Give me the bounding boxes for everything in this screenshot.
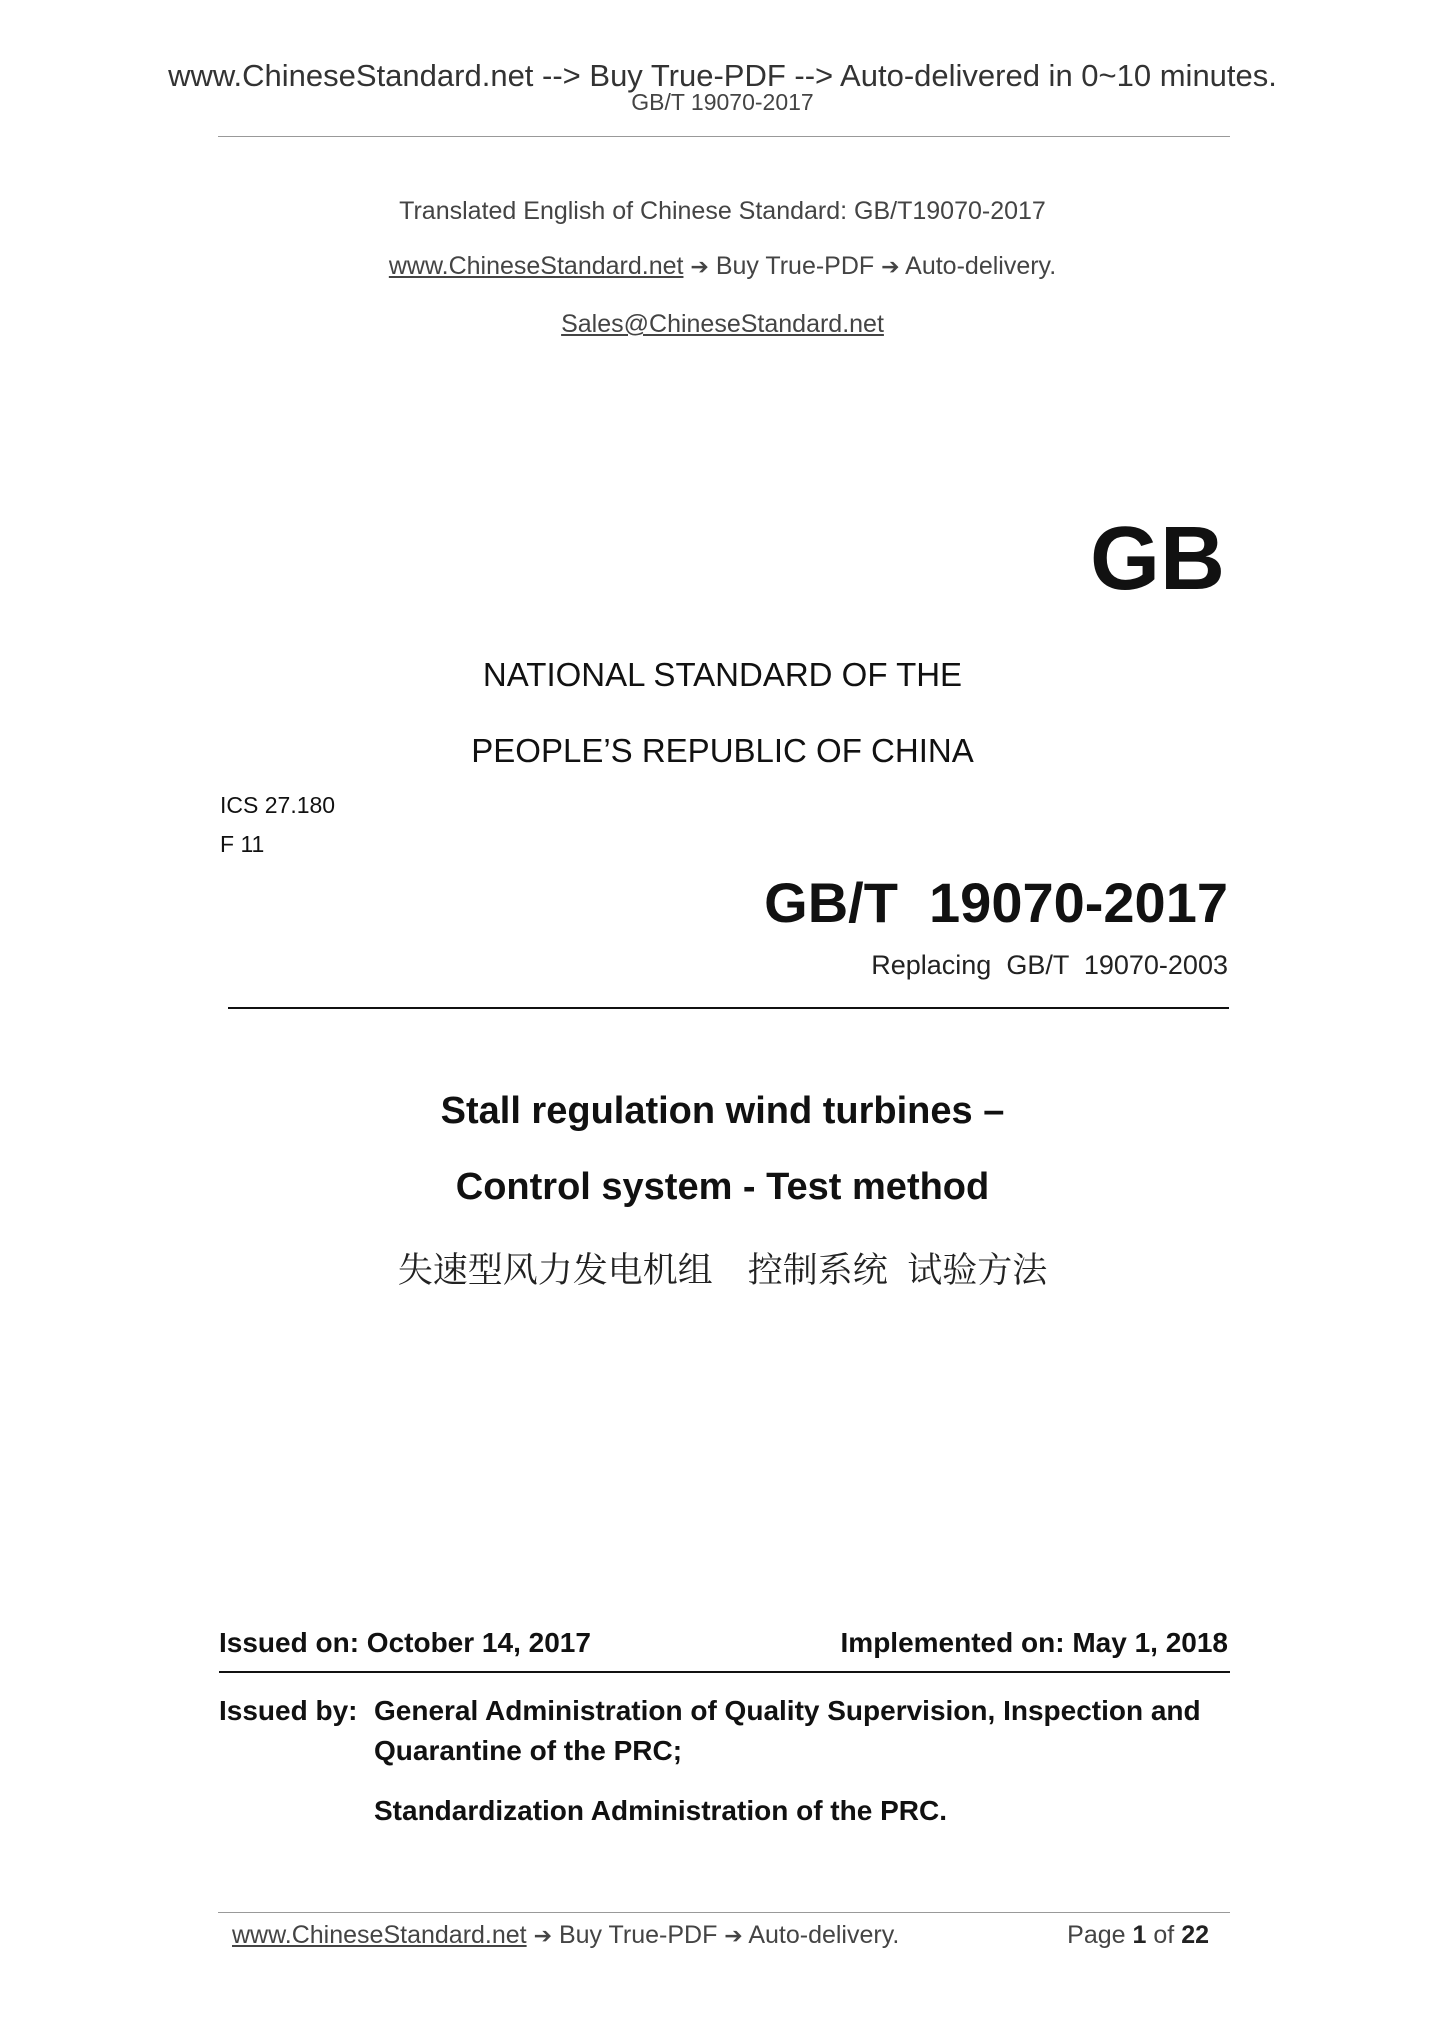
footer-delivery-text: Auto-delivery. (748, 1921, 900, 1949)
footer-delivery-line (232, 1921, 899, 1950)
ccs-code: F 11 (220, 831, 265, 857)
issued-on: Issued on: October 14, 2017 (219, 1627, 591, 1658)
title-line-1: Stall regulation wind turbines – (440, 1090, 1005, 1132)
arrow-right-icon: ➔ (881, 254, 900, 279)
national-line-2: PEOPLE’S REPUBLIC OF CHINA (471, 732, 974, 769)
page-total: 22 (1181, 1921, 1209, 1949)
title-chinese: 失速型风力发电机组 控制系统 试验方法 (397, 1251, 1048, 1290)
footer-divider (218, 1912, 1230, 1913)
title-line-2: Control system - Test method (455, 1166, 990, 1208)
email-line (0, 310, 1445, 339)
replacing-note: Replacing GB/T 19070-2003 (871, 950, 1228, 980)
page-of: of (1153, 1921, 1175, 1949)
dates-divider (219, 1671, 1230, 1673)
implemented-on: Implemented on: May 1, 2018 (840, 1627, 1228, 1658)
issuer-line-3: Standardization Administration of the PRC. (374, 1795, 947, 1826)
ics-code: ICS 27.180 (220, 792, 336, 818)
delivery-text: Auto-delivery. (905, 252, 1057, 280)
issued-by-label: Issued by: (219, 1695, 358, 1726)
arrow-right-icon: ➔ (533, 1923, 553, 1948)
delivery-line (0, 252, 1445, 281)
gb-mark: GB (1090, 509, 1225, 609)
national-line-1: NATIONAL STANDARD OF THE (482, 656, 963, 693)
footer-site-link[interactable]: www.ChineseStandard.net (232, 1921, 527, 1949)
page-label: Page (1067, 1921, 1126, 1949)
issuer-line-2: Quarantine of the PRC; (374, 1735, 683, 1766)
page-current: 1 (1132, 1921, 1147, 1949)
header-doc-number: GB/T 19070-2017 (631, 89, 814, 115)
arrow-right-icon: ➔ (724, 1923, 743, 1948)
page-indicator (1067, 1921, 1209, 1950)
standard-number: GB/T 19070-2017 (764, 871, 1228, 934)
site-link[interactable]: www.ChineseStandard.net (388, 252, 684, 280)
issuer-line-1: General Administration of Quality Supervision, Inspection and (374, 1695, 1201, 1726)
footer-buy-text: Buy True-PDF (558, 1921, 718, 1949)
translated-line: Translated English of Chinese Standard: GB/T19070-2017 (399, 197, 1046, 225)
title-divider (228, 1007, 1229, 1009)
arrow-right-icon: ➔ (690, 254, 709, 279)
email-link[interactable]: Sales@ChineseStandard.net (561, 310, 884, 338)
buy-text: Buy True-PDF (715, 252, 875, 280)
header-divider (218, 136, 1230, 137)
top-banner: www.ChineseStandard.net --> Buy True-PDF --> Auto-delivered in 0~10 minutes. (168, 58, 1277, 93)
